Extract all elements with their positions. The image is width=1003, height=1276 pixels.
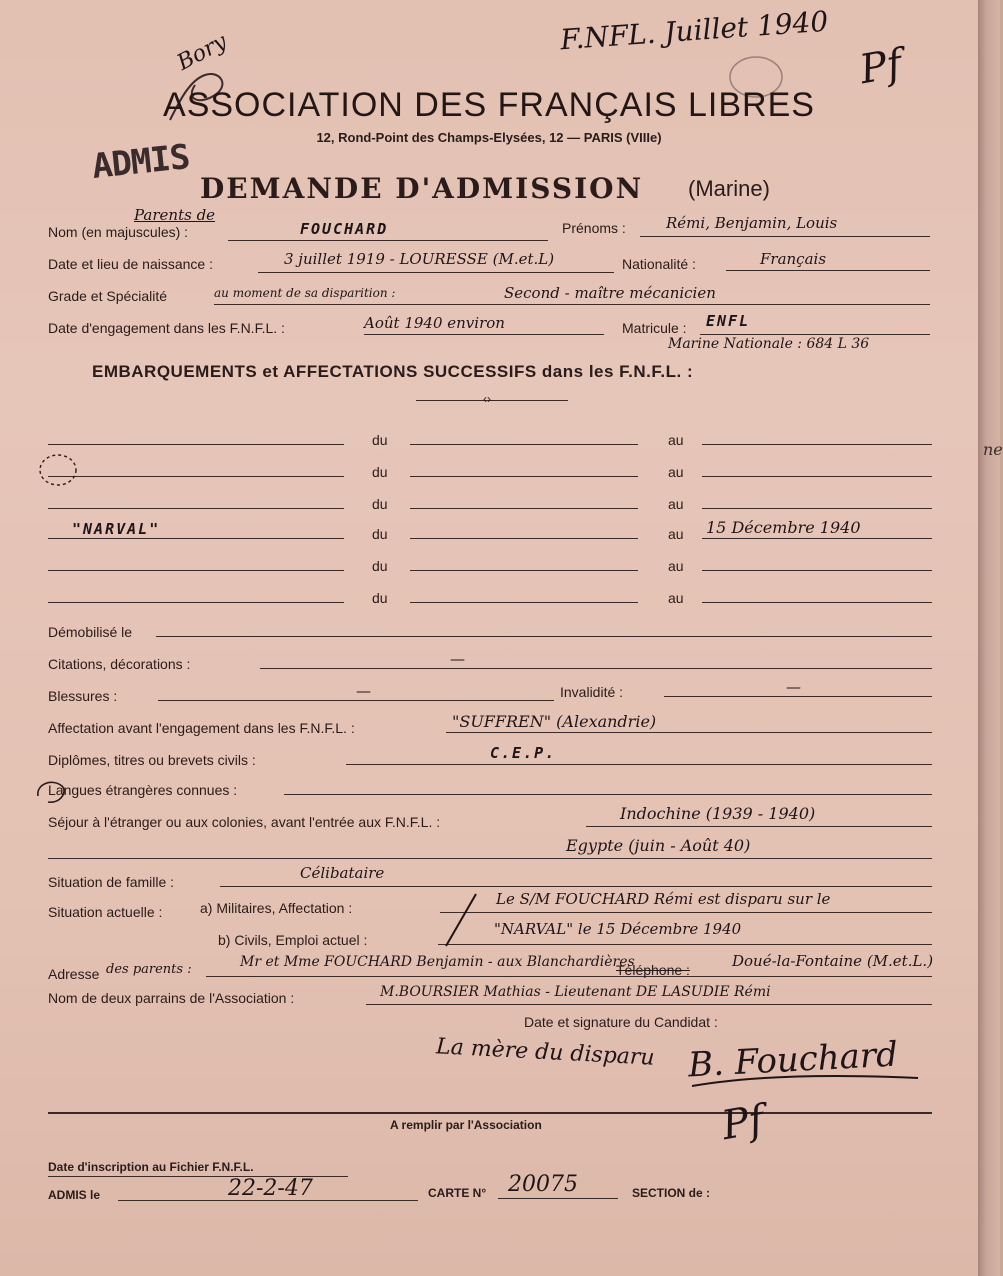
engagement-label: Date d'engagement dans les F.N.F.L. : [48, 320, 285, 336]
embarquement-au-line [702, 570, 932, 571]
diplomes-line [346, 764, 932, 765]
du-label: du [372, 590, 388, 606]
embarquement-name-line [48, 538, 344, 539]
citations-label: Citations, décorations : [48, 656, 191, 672]
citations-field: — [450, 650, 465, 668]
carte-number-field: 20075 [508, 1172, 578, 1197]
invalidite-line [664, 696, 932, 697]
association-block-heading: A remplir par l'Association [390, 1118, 542, 1132]
nom-line [228, 240, 548, 241]
embarquement-name-line [48, 508, 344, 509]
au-label: au [668, 558, 684, 574]
sejour-line-2 [48, 858, 932, 859]
embarquement-au-line [702, 538, 932, 539]
embarquement-au-line [702, 476, 932, 477]
bracket-stroke-icon [440, 890, 480, 950]
embarquement-name-line [48, 476, 344, 477]
adjacent-page-edge [978, 0, 1000, 1276]
au-label: au [668, 464, 684, 480]
embarquement-au-value: 15 Décembre 1940 [706, 518, 861, 537]
affectation-avant-field: "SUFFREN" (Alexandrie) [452, 712, 657, 731]
inscription-label: Date d'inscription au Fichier F.N.F.L. [48, 1160, 254, 1174]
famille-field: Célibataire [300, 864, 385, 882]
association-address: 12, Rond-Point des Champs-Elysées, 12 — PARIS (VIIIe) [316, 130, 662, 145]
form-title-suffix: (Marine) [688, 176, 770, 201]
adresse-note: des parents : [106, 962, 192, 977]
parrains-label: Nom de deux parrains de l'Association : [48, 990, 295, 1006]
signature-note: La mère du disparu [435, 1034, 656, 1071]
diplomes-field: C.E.P. [490, 744, 557, 762]
nom-prefix: Parents de [134, 206, 216, 224]
section-label: SECTION de : [632, 1186, 711, 1200]
blessures-field: — [356, 682, 371, 700]
famille-line [220, 886, 932, 887]
corner-handwritten-mark: Bory [173, 29, 232, 76]
civils-line [438, 944, 932, 945]
au-label: au [668, 496, 684, 512]
nom-label: Nom (en majuscules) : [48, 224, 189, 240]
carte-line [498, 1198, 618, 1199]
embarquement-du-line [410, 444, 638, 445]
embarquements-title: EMBARQUEMENTS et AFFECTATIONS SUCCESSIFS dans les F.N.F.L. : [92, 362, 694, 381]
langues-label: Langues étrangères connues : [48, 782, 238, 798]
nationalite-line [726, 270, 930, 271]
punched-hole-mark-icon [32, 774, 72, 810]
sejour-field-1: Indochine (1939 - 1940) [620, 804, 816, 823]
engagement-field: Août 1940 environ [364, 314, 505, 332]
matricule-field: ENFL [706, 312, 751, 330]
affectation-avant-line [446, 732, 932, 733]
prenoms-label: Prénoms : [562, 220, 626, 236]
matricule-label: Matricule : [622, 320, 687, 336]
sejour-label: Séjour à l'étranger ou aux colonies, avant l'entrée aux F.N.F.L. : [48, 814, 441, 830]
initials-mark: Pf [856, 40, 906, 94]
telephone-label: Téléphone : [616, 962, 690, 978]
matricule-line [700, 334, 930, 335]
adresse-label: Adresse [48, 966, 100, 982]
famille-label: Situation de famille : [48, 874, 175, 890]
blessures-label: Blessures : [48, 688, 118, 704]
association-divider [48, 1112, 932, 1114]
parrains-field: M.BOURSIER Mathias - Lieutenant DE LASUDIE Rémi [380, 984, 771, 1000]
edge-text: ne [983, 440, 1003, 459]
telephone-field: Doué-la-Fontaine (M.et.L.) [732, 952, 934, 970]
candidate-signature: B. Fouchard [687, 1034, 899, 1086]
embarquement-du-line [410, 476, 638, 477]
au-label: au [668, 526, 684, 542]
invalidite-label: Invalidité : [560, 684, 624, 700]
matricule-note: Marine Nationale : 684 L 36 [668, 336, 870, 352]
admis-label: ADMIS le [48, 1188, 101, 1202]
engagement-line [364, 334, 604, 335]
top-handwritten-note: F.NFL. Juillet 1940 [559, 4, 830, 57]
prenoms-field: Rémi, Benjamin, Louis [666, 214, 838, 232]
nom-field: FOUCHARD [300, 220, 389, 238]
au-label: au [668, 432, 684, 448]
embarquement-au-line [702, 508, 932, 509]
militaires-line [440, 912, 932, 913]
section-separator [416, 400, 568, 401]
civils-field: "NARVAL" le 15 Décembre 1940 [494, 920, 742, 938]
civils-label: b) Civils, Emploi actuel : [218, 932, 368, 948]
embarquement-du-line [410, 508, 638, 509]
association-initials-mark: Pf [718, 1096, 768, 1150]
embarquement-au-line [702, 444, 932, 445]
embarquement-du-line [410, 602, 638, 603]
embarquement-du-line [410, 570, 638, 571]
association-title: ASSOCIATION DES FRANÇAIS LIBRES [163, 86, 815, 124]
signature-underline-icon [690, 1070, 920, 1090]
prenoms-line [640, 236, 930, 237]
citations-line [260, 668, 932, 669]
diplomes-label: Diplômes, titres ou brevets civils : [48, 752, 256, 768]
sejour-line-1 [586, 826, 932, 827]
nationalite-label: Nationalité : [622, 256, 696, 272]
affectation-avant-label: Affectation avant l'engagement dans les F.N.F.L. : [48, 720, 355, 736]
form-title: DEMANDE D'ADMISSION [200, 172, 644, 205]
du-label: du [372, 464, 388, 480]
au-label: au [668, 590, 684, 606]
parrains-line [366, 1004, 932, 1005]
embarquement-name-line [48, 602, 344, 603]
blessures-line [158, 700, 554, 701]
naissance-line [258, 272, 614, 273]
adresse-line [206, 976, 932, 977]
demobilise-line [156, 636, 932, 637]
grade-field: Second - maître mécanicien [504, 284, 716, 302]
grade-label: Grade et Spécialité [48, 288, 168, 304]
signature-label: Date et signature du Candidat : [524, 1014, 718, 1030]
du-label: du [372, 526, 388, 542]
embarquement-name-line [48, 570, 344, 571]
embarquement-au-line [702, 602, 932, 603]
embarquement-name: "NARVAL" [72, 520, 161, 538]
nationalite-field: Français [760, 250, 827, 268]
militaires-label: a) Militaires, Affectation : [200, 900, 353, 916]
du-label: du [372, 432, 388, 448]
grade-note: au moment de sa disparition : [214, 286, 396, 300]
embarquement-du-line [410, 538, 638, 539]
admis-date-field: 22-2-47 [228, 1176, 313, 1201]
sejour-field-2: Egypte (juin - Août 40) [566, 836, 751, 855]
separator-ornament-icon: ‹› [483, 392, 491, 406]
langues-line [284, 794, 932, 795]
embarquement-name-line [48, 444, 344, 445]
invalidite-field: — [786, 678, 801, 696]
grade-line [214, 304, 930, 305]
carte-label: CARTE N° [428, 1186, 487, 1200]
adresse-field: Mr et Mme FOUCHARD Benjamin - aux Blanchardières [240, 954, 635, 970]
du-label: du [372, 558, 388, 574]
naissance-field: 3 juillet 1919 - LOURESSE (M.et.L) [284, 250, 555, 268]
admis-stamp: ADMIS [90, 137, 192, 187]
punched-hole-icon [36, 450, 80, 490]
naissance-label: Date et lieu de naissance : [48, 256, 213, 272]
demobilise-label: Démobilisé le [48, 624, 133, 640]
militaires-field: Le S/M FOUCHARD Rémi est disparu sur le [496, 890, 831, 908]
situation-actuelle-label: Situation actuelle : [48, 904, 163, 920]
du-label: du [372, 496, 388, 512]
